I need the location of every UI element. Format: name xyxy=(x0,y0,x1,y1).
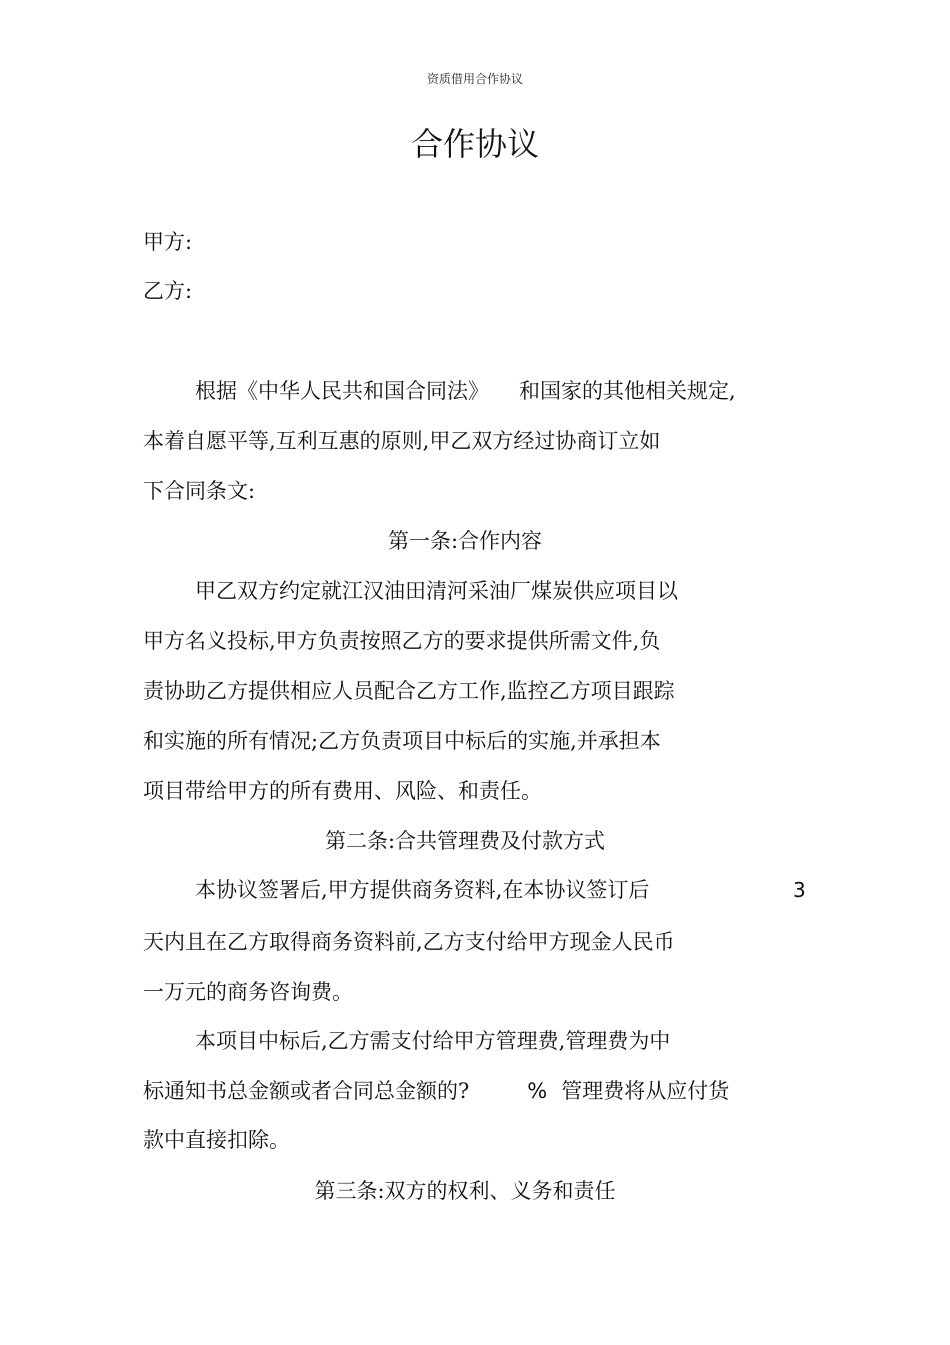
article-2-p1-line-2: 天内且在乙方取得商务资料前,乙方支付给甲方现金人民币 xyxy=(143,930,675,954)
article-2-p2-line-3: 款中直接扣除。 xyxy=(143,1128,290,1152)
percent-sign: % xyxy=(527,1079,548,1103)
preamble-line-3: 下合同条文: xyxy=(143,479,256,503)
article-1-line-3: 责协助乙方提供相应人员配合乙方工作,监控乙方项目跟踪 xyxy=(143,679,675,703)
article-2-p1-line-3: 一万元的商务咨询费。 xyxy=(143,980,353,1004)
party-b-label: 乙方: xyxy=(143,279,193,303)
article-1-heading: 第一条:合作内容 xyxy=(387,529,543,553)
article-2-p2-line-1: 本项目中标后,乙方需支付给甲方管理费,管理费为中 xyxy=(195,1029,671,1053)
article-2-p1-line-1: 本协议签署后,甲方提供商务资料,在本协议签订后 xyxy=(195,878,650,902)
preamble-line-1 xyxy=(195,377,736,405)
preamble-law-name: 根据《中华人民共和国合同法》 xyxy=(195,379,489,403)
article-1-line-1: 甲乙双方约定就江汉油田清河采油厂煤炭供应项目以 xyxy=(195,579,678,603)
article-2-p2-line-2 xyxy=(143,1077,729,1105)
article-1-line-4: 和实施的所有情况;乙方负责项目中标后的实施,并承担本 xyxy=(143,729,661,753)
article-2-days-number: 3 xyxy=(793,878,806,902)
party-a-label: 甲方: xyxy=(143,230,193,254)
article-3-heading: 第三条:双方的权利、义务和责任 xyxy=(314,1179,616,1203)
running-header: 资质借用合作协议 xyxy=(426,72,523,86)
article-2-p2-line-2-tail: 管理费将从应付货 xyxy=(561,1079,730,1103)
article-2-p2-line-2-head: 标通知书总金额或者合同总金额的? xyxy=(143,1079,470,1103)
article-1-line-2: 甲方名义投标,甲方负责按照乙方的要求提供所需文件,负 xyxy=(143,629,661,653)
article-2-heading: 第二条:合共管理费及付款方式 xyxy=(324,829,606,853)
article-1-line-5: 项目带给甲方的所有费用、风险、和责任。 xyxy=(143,779,542,803)
preamble-line-1-tail: 和国家的其他相关规定, xyxy=(519,379,736,403)
document-title: 合作协议 xyxy=(410,125,539,163)
preamble-line-2: 本着自愿平等,互利互惠的原则,甲乙双方经过协商订立如 xyxy=(143,429,661,453)
